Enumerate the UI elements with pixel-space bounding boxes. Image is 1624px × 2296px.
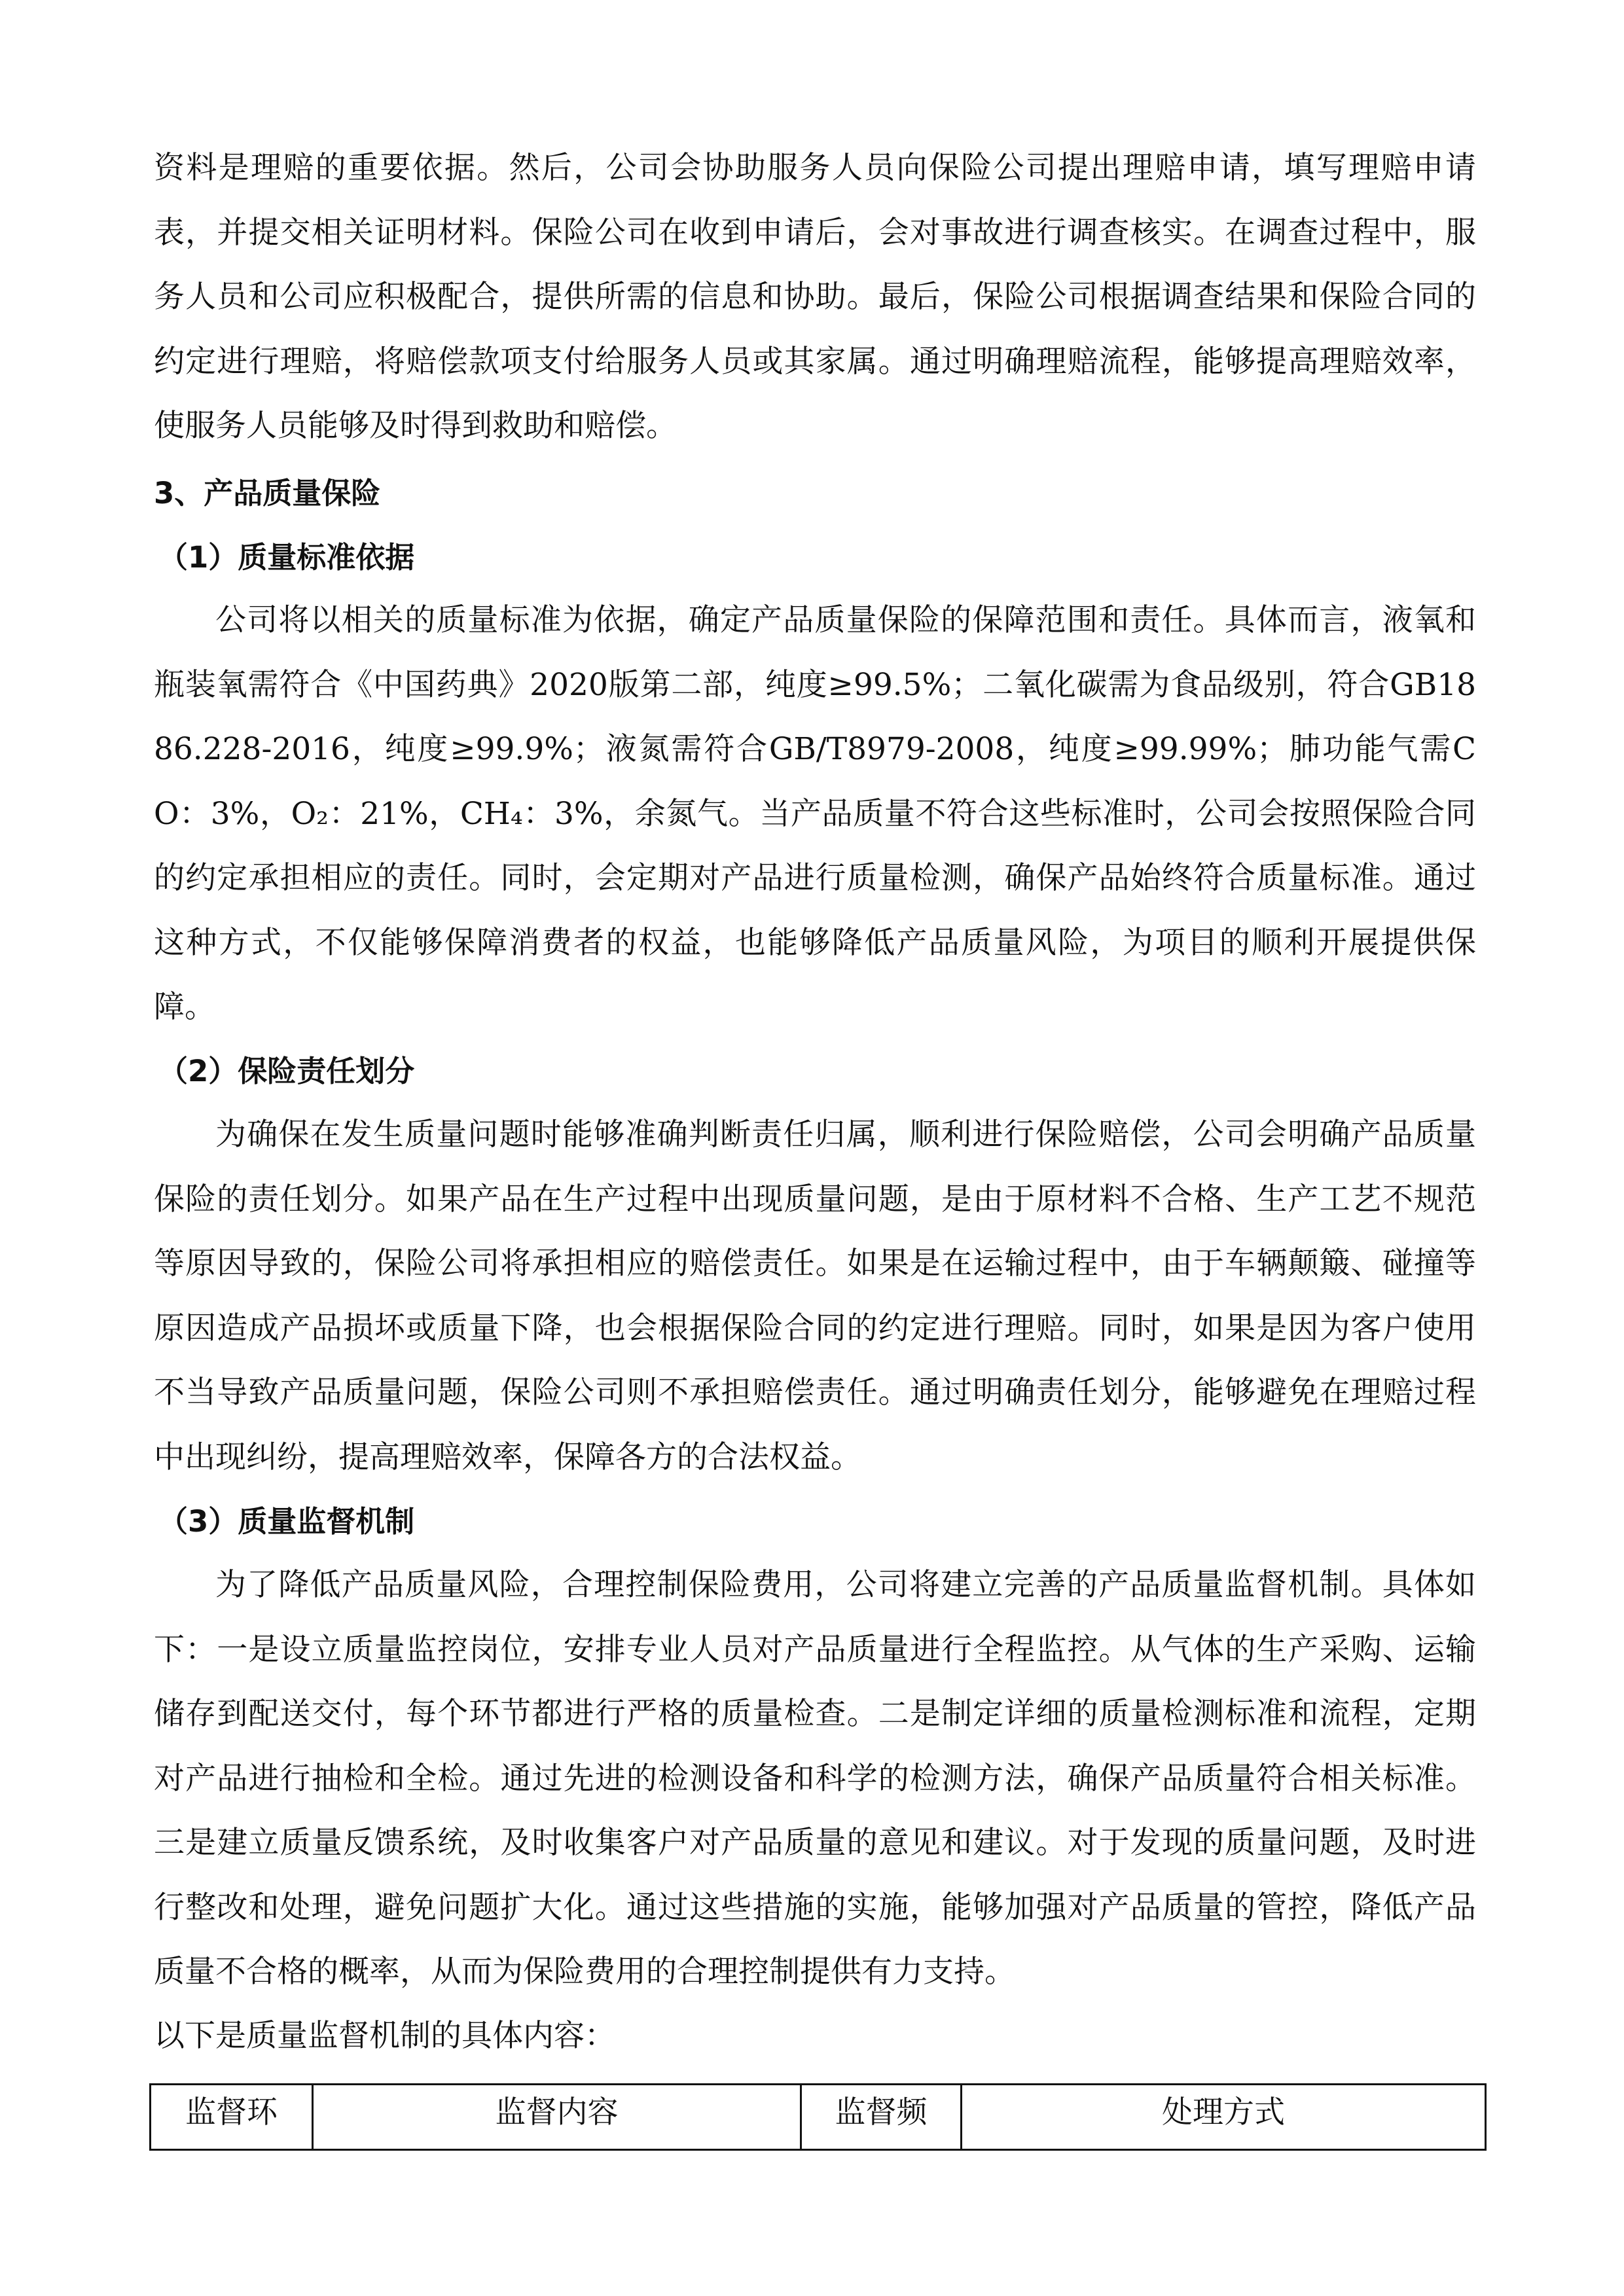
supervision-table-container [149, 2083, 1485, 2151]
subsection-heading-supervision-mechanism: （3）质量监督机制 [158, 1504, 415, 1539]
table-header-cell: 处理方式 [962, 2085, 1486, 2150]
paragraph-quality-standards: 公司将以相关的质量标准为依据，确定产品质量保险的保障范围和责任。具体而言，液氧和瓶装氧需符合《中国药典》2020版第二部，纯度≥99.5%；二氧化碳需为食品级别，符合GB1886.228-2016，纯度≥99.9%；液氮需符合GB/T8979-2008，纯度≥99.99%；肺功能气需CO：3%，O₂：21%，CH₄：3%，余氮气。当产品质量不符合这些标准时，公司会按照保险合同的约定承担相应的责任。同时，会定期对产品进行质量检测，确保产品始终符合质量标准。通过这种方式，不仅能够保障消费者的权益，也能够降低产品质量风险，为项目的顺利开展提供保障。 [154, 602, 1476, 1025]
subsection-heading-liability-division: （2）保险责任划分 [158, 1054, 415, 1088]
paragraph-supervision-mechanism: 为了降低产品质量风险，合理控制保险费用，公司将建立完善的产品质量监督机制。具体如下：一是设立质量监控岗位，安排专业人员对产品质量进行全程监控。从气体的生产采购、运输储存到配送交付，每个环节都进行严格的质量检查。二是制定详细的质量检测标准和流程，定期对产品进行抽检和全检。通过先进的检测设备和科学的检测方法，确保产品质量符合相关标准。三是建立质量反馈系统，及时收集客户对产品质量的意见和建议。对于发现的质量问题，及时进行整改和处理，避免问题扩大化。通过这些措施的实施，能够加强对产品质量的管控，降低产品质量不合格的概率，从而为保险费用的合理控制提供有力支持。 [154, 1567, 1476, 1990]
table-header-cell: 监督内容 [313, 2085, 801, 2150]
table-header-row [151, 2085, 1486, 2150]
section-heading-product-quality-insurance: 3、产品质量保险 [154, 476, 381, 511]
paragraph-table-intro: 以下是质量监督机制的具体内容： [154, 2018, 615, 2054]
paragraph-claims-process: 资料是理赔的重要依据。然后，公司会协助服务人员向保险公司提出理赔申请，填写理赔申请表，并提交相关证明材料。保险公司在收到申请后，会对事故进行调查核实。在调查过程中，服务人员和公司应积极配合，提供所需的信息和协助。最后，保险公司根据调查结果和保险合同的约定进行理赔，将赔偿款项支付给服务人员或其家属。通过明确理赔流程，能够提高理赔效率，使服务人员能够及时得到救助和赔偿。 [154, 150, 1476, 444]
table-header-cell: 监督频 [801, 2085, 962, 2150]
table-header-cell: 监督环 [151, 2085, 313, 2150]
subsection-heading-quality-standards: （1）质量标准依据 [158, 540, 415, 575]
supervision-table [149, 2083, 1487, 2151]
paragraph-liability-division: 为确保在发生质量问题时能够准确判断责任归属，顺利进行保险赔偿，公司会明确产品质量保险的责任划分。如果产品在生产过程中出现质量问题，是由于原材料不合格、生产工艺不规范等原因导致的，保险公司将承担相应的赔偿责任。如果是在运输过程中，由于车辆颠簸、碰撞等原因造成产品损坏或质量下降，也会根据保险合同的约定进行理赔。同时，如果是因为客户使用不当导致产品质量问题，保险公司则不承担赔偿责任。通过明确责任划分，能够避免在理赔过程中出现纠纷，提高理赔效率，保障各方的合法权益。 [154, 1117, 1476, 1475]
